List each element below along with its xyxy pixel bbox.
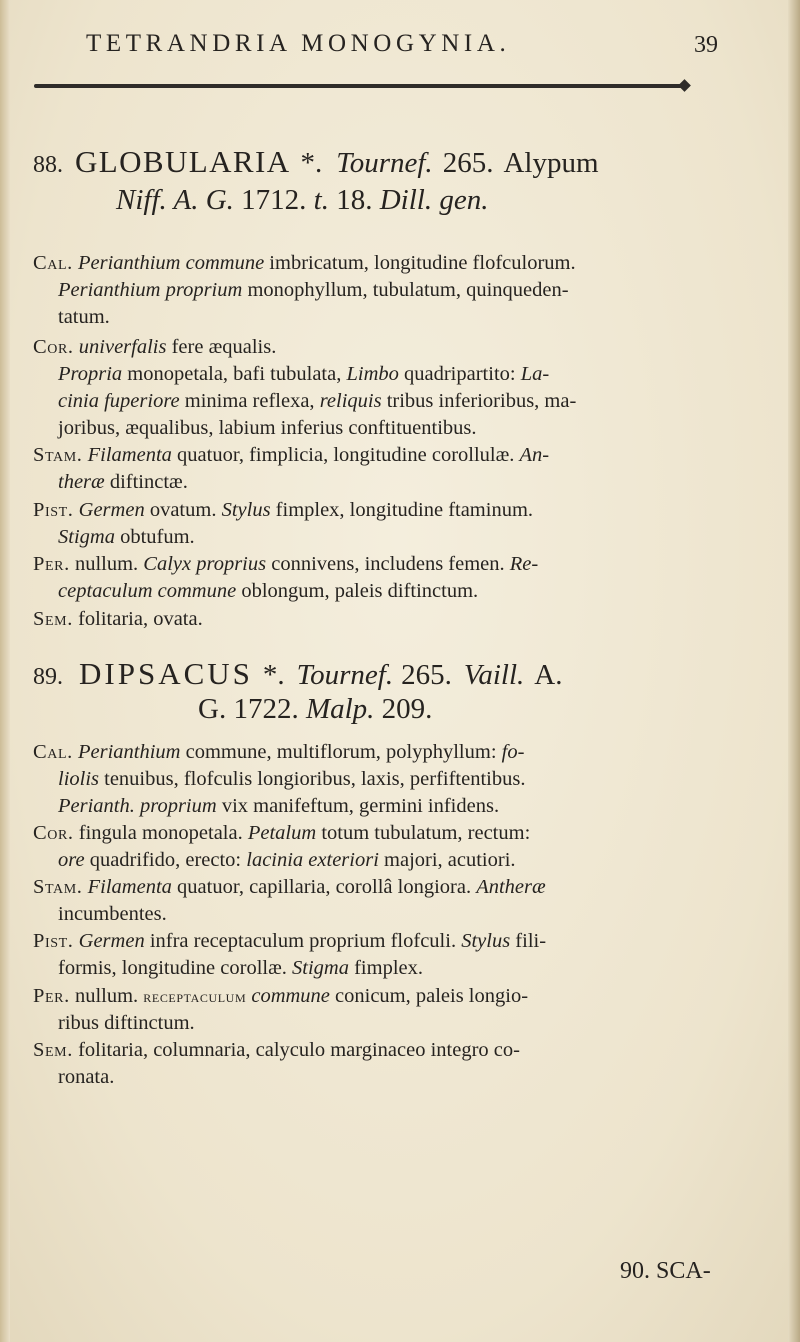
text: obtufum. [114,526,195,548]
text: folitaria, ovata. [72,608,203,630]
reference-work: A. G. [166,184,234,216]
text-line [58,904,167,925]
running-head: TETRANDRIA MONOGYNIA. [86,30,511,57]
section-label: Stam. [33,876,83,898]
term: La- [520,363,550,385]
text: incumbentes. [58,903,167,925]
term: Perianthium [72,741,181,763]
term: Antheræ [476,876,546,898]
term: Perianthium proprium [58,279,243,301]
text: diftinctæ. [104,471,188,493]
text: fere æqualis. [166,336,277,358]
text: vix manifeftum, germini infidens. [216,795,500,817]
text-line [33,337,276,358]
text: nullum. [69,985,144,1007]
section-label: Cal. [33,741,73,763]
text: conicum, paleis longio- [329,985,529,1007]
term: ceptaculum commune [58,580,237,602]
text-line [33,445,549,466]
text-line [58,418,477,439]
text-line [58,769,525,790]
reference-author: Tournef. [336,147,433,179]
reference-tab-number: 18. [328,184,373,216]
term: Calyx proprius [143,553,267,575]
text: fingula monopetala. [73,822,248,844]
term: Stigma [292,957,349,979]
text-line [33,554,538,575]
text: monophyllum, tubulatum, quinqueden- [242,279,569,301]
page-header [86,28,718,64]
text-line [33,253,576,274]
term: Filamenta [82,444,172,466]
term: Germen [73,930,145,952]
text: oblongum, paleis diftinctum. [236,580,479,602]
text-line [58,1013,195,1034]
text-line [58,472,188,493]
term: An- [519,444,550,466]
section-label: Per. [33,553,70,575]
page-edge-right [788,0,800,1342]
section-label: Pist. [33,499,74,521]
text-line [33,931,546,952]
term: commune [246,985,330,1007]
text-line [33,1040,520,1061]
reference-tab: t. [306,184,329,216]
text-line [58,307,110,328]
text: fimplex, longitudine ftaminum. [270,499,534,521]
text-line [33,609,203,630]
reference-work: G. [198,693,227,725]
reference-author: Malp. [298,693,375,725]
page-edge-left [0,0,10,1342]
entry-heading [33,144,599,180]
synonym: Alypum [503,147,599,179]
entry-heading-continued [198,693,432,726]
term: Perianthium commune [72,252,265,274]
term: Re- [509,553,539,575]
term: fo- [501,741,525,763]
section-label: Sem. [33,608,73,630]
term: univerfalis [73,336,167,358]
genus-mark: *. [300,147,323,179]
term: Stylus [221,499,271,521]
text-line [58,850,516,871]
reference-work: A. [534,659,563,691]
term: liolis [58,768,100,790]
reference-year: 1712. [233,184,307,216]
section-label: Per. [33,985,70,1007]
entry-number: 88. [33,152,63,178]
text: tenuibus, flofculis longioribus, laxis, perfiftentibus. [99,768,526,790]
genus-name: GLOBULARIA [75,144,291,179]
text-line [33,500,533,521]
text: fili- [510,930,547,952]
genus-name: DIPSACUS [79,656,253,691]
text-line [58,796,499,817]
text: folitaria, columnaria, calyculo marginaceo integro co- [72,1039,520,1061]
term: receptaculum [143,987,247,1006]
text: quadrifido, erecto: [84,849,247,871]
term: Limbo [346,363,399,385]
reference-page: 265. [401,659,452,691]
reference-author: Tournef. [296,659,394,691]
text: majori, acutiori. [378,849,516,871]
text-line [33,986,528,1007]
text: infra receptaculum proprium flofculi. [144,930,462,952]
entry-heading [33,656,562,692]
text-line [33,742,524,763]
term: cinia fuperiore [58,390,180,412]
text: monopetala, bafi tubulata, [122,363,347,385]
page-number: 39 [694,32,718,58]
text-line [58,581,478,602]
term: Petalum [247,822,317,844]
term: ore [58,849,85,871]
text: quatuor, capillaria, corollâ longiora. [171,876,477,898]
section-label: Pist. [33,930,74,952]
section-label: Cor. [33,336,74,358]
text: commune, multiflorum, polyphyllum: [180,741,502,763]
reference-page: 209. [374,693,433,725]
section-label: Cal. [33,252,73,274]
rule-ornament [678,79,691,92]
term: Filamenta [82,876,172,898]
term: lacinia exteriori [246,849,379,871]
term: reliquis [319,390,382,412]
header-rule [34,84,682,88]
term: Propria [58,363,123,385]
reference-page: 265. [442,147,494,179]
text: nullum. [69,553,144,575]
text-line [58,1067,114,1088]
text-line [58,280,569,301]
reference-author: Vaill. [463,659,525,691]
text: tribus inferioribus, ma- [381,390,577,412]
text: quatuor, fimplicia, longitudine corollulæ. [171,444,520,466]
section-label: Cor. [33,822,74,844]
text-line [58,527,195,548]
reference-year: 1722. [226,693,299,725]
text: ronata. [58,1066,115,1088]
reference-author: Niff. [116,184,167,216]
text: quadripartito: [398,363,521,385]
text-line [58,391,576,412]
term: Stigma [58,526,115,548]
term: Perianth. proprium [58,795,217,817]
text: tatum. [58,306,110,328]
text: ribus diftinctum. [58,1012,195,1034]
term: theræ [58,471,105,493]
term: Germen [73,499,145,521]
text: totum tubulatum, rectum: [316,822,531,844]
entry-number: 89. [33,664,63,690]
reference-work: Dill. gen. [372,184,489,216]
text-line [58,364,549,385]
entry-heading-continued [116,184,488,217]
text: imbricatum, longitudine flofculorum. [264,252,576,274]
genus-mark: *. [262,659,285,691]
text-line [33,877,546,898]
text: fimplex. [348,957,423,979]
text: ovatum. [144,499,222,521]
text: connivens, includens femen. [266,553,510,575]
text: formis, longitudine corollæ. [58,957,293,979]
section-label: Stam. [33,444,83,466]
catchword: 90. SCA- [620,1258,711,1284]
text: joribus, æqualibus, labium inferius conftituentibus. [58,417,477,439]
text-line [58,958,423,979]
section-label: Sem. [33,1039,73,1061]
text-line [33,823,530,844]
text: minima reflexa, [179,390,320,412]
term: Stylus [461,930,511,952]
